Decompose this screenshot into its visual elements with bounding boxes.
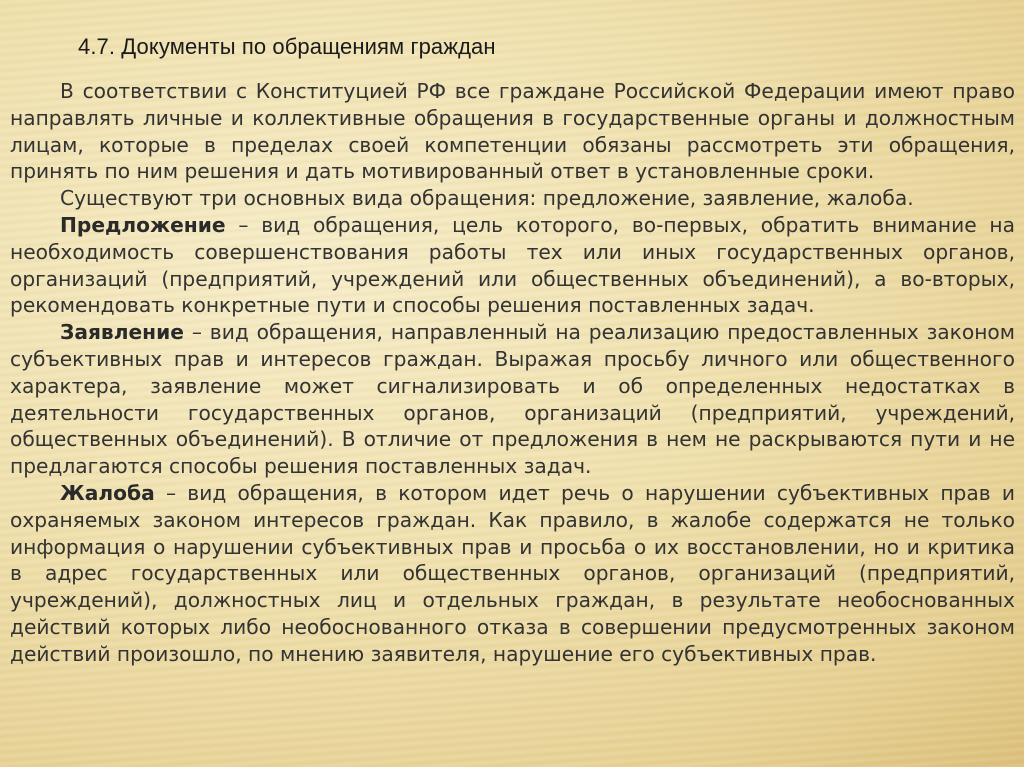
- paragraph-types: [10, 185, 1015, 212]
- paragraph-text: – вид обращения, цель которого, во-первых, обратить внимание на необходимость совершенствования работы тех или иных государственных органов, организаций (предприятий, учреждений или общественных объединений), а во-вторых, рекомендовать конкретные пути и способы решения поставленных задач.: [10, 212, 1015, 318]
- slide-title: 4.7. Документы по обращениям граждан: [78, 34, 496, 59]
- paragraph-constitution: [10, 78, 1015, 185]
- paragraph-proposal: [10, 212, 1015, 319]
- slide-body: [10, 78, 1015, 668]
- paragraph-statement: [10, 319, 1015, 480]
- paragraph-text: В соответствии с Конституцией РФ все граждане Российской Федерации имеют право направлять личные и коллективные обращения в государственные органы и должностным лицам, которые в пределах своей компетенции обязаны рассмотреть эти обращения, принять по ним решения и дать мотивированный ответ в установленные сроки.: [10, 79, 1015, 184]
- paragraph-text: – вид обращения, в котором идет речь о нарушении субъективных прав и охраняемых законом интересов граждан. Как правило, в жалобе содержатся не только информация о нарушении субъективных прав и просьба о их восстановлении, но и критика в адрес государственных или общественных органов, организаций (предприятий, учреждений), должностных лиц и отдельных граждан, в результате необоснованных действий которых либо необоснованного отказа в совершении предусмотренных законом действий произошло, по мнению заявителя, нарушение его субъективных прав.: [10, 480, 1015, 666]
- paragraph-text: Существуют три основных вида обращения: предложение, заявление, жалоба.: [60, 186, 914, 211]
- term-statement: Заявление: [60, 320, 184, 345]
- paragraph-text: – вид обращения, направленный на реализацию предоставленных законом субъективных прав и интересов граждан. Выражая просьбу личного или общественного характера, заявление может сигнализировать и об определенных недостатках в деятельности государственных органов, организаций (предприятий, учреждений, общественных объединений). В отличие от предложения в нем не раскрываются пути и не предлагаются способы решения поставленных задач.: [10, 320, 1015, 479]
- paragraph-complaint: [10, 480, 1015, 668]
- term-proposal: Предложение: [60, 212, 226, 237]
- term-complaint: Жалоба: [60, 480, 155, 505]
